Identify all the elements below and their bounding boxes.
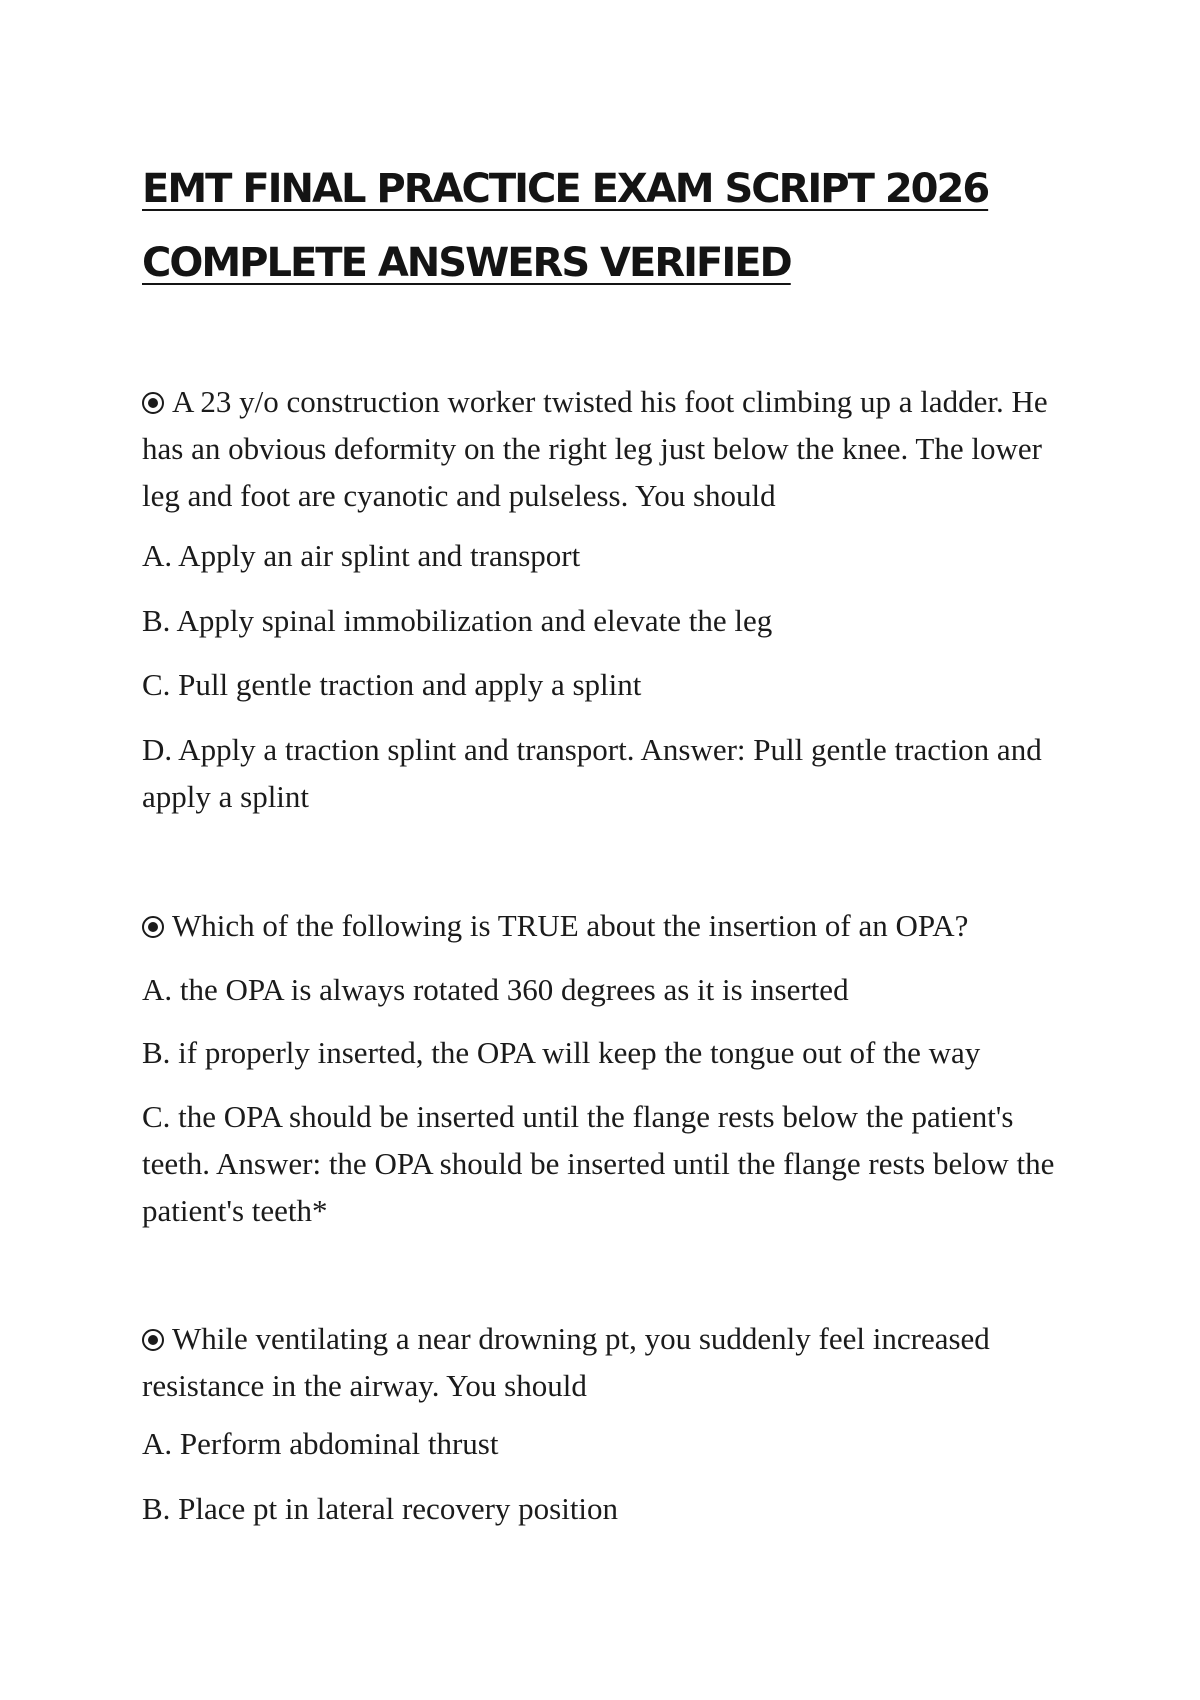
question-3-option-a: A. Perform abdominal thrust [142,1426,499,1461]
question-2-option-a: A. the OPA is always rotated 360 degrees as it is inserted [142,972,849,1007]
question-2-option-c: C. the OPA should be inserted until the flange rests below the patient's teeth. Answer: the OPA should be inserted until the flange rests below the patient's teeth* [142,1099,1055,1228]
bullet-icon [142,1329,164,1351]
bullet-icon [142,392,164,414]
document-title [142,152,1082,300]
question-1-stem [142,378,1062,519]
question-1-option-d: D. Apply a traction splint and transport. Answer: Pull gentle traction and apply a splint [142,732,1042,814]
question-1-stem-text: A 23 y/o construction worker twisted his foot climbing up a ladder. He has an obvious deformity on the right leg just below the knee. The lower leg and foot are cyanotic and pulseless. You should [142,384,1048,513]
question-3-stem [142,1315,1062,1409]
question-3-stem-text: While ventilating a near drowning pt, you suddenly feel increased resistance in the airway. You should [142,1321,990,1403]
title-line-2: COMPLETE ANSWERS VERIFIED [142,240,791,286]
question-2-stem [142,902,1062,949]
bullet-icon [142,916,164,938]
question-2-option-b: B. if properly inserted, the OPA will keep the tongue out of the way [142,1035,981,1070]
question-1-option-b: B. Apply spinal immobilization and elevate the leg [142,603,773,638]
question-1-option-c: C. Pull gentle traction and apply a splint [142,667,642,702]
title-line-1: EMT FINAL PRACTICE EXAM SCRIPT 2026 [142,166,989,212]
question-3-option-b: B. Place pt in lateral recovery position [142,1491,619,1526]
question-1-option-a: A. Apply an air splint and transport [142,538,581,573]
question-2-stem-text: Which of the following is TRUE about the insertion of an OPA? [172,908,969,943]
